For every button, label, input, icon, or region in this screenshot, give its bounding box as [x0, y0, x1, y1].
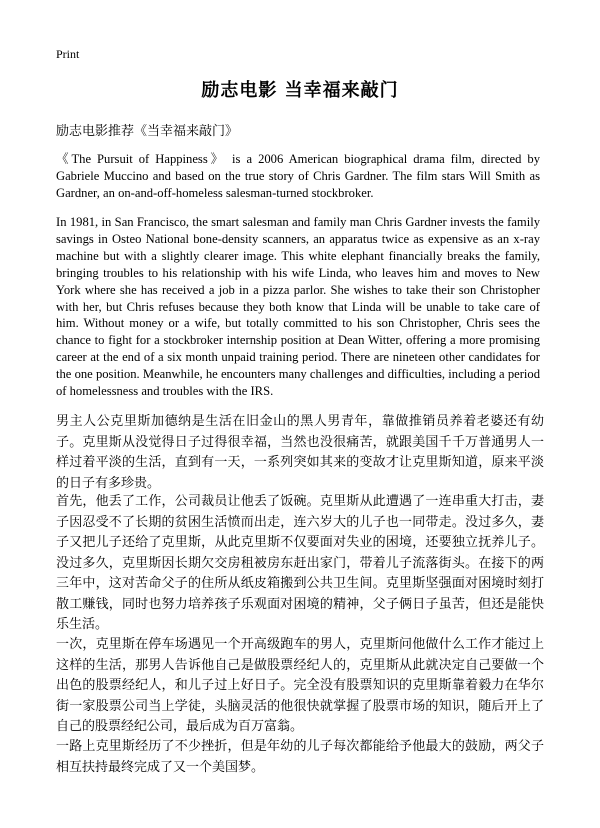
paragraph-zh-4: 一路上克里斯经历了不少挫折，但是年幼的儿子每次都能给予他最大的鼓励，两父子相互扶持最终完成了又一个美国梦。 [56, 739, 544, 775]
paragraph-zh-1: 男主人公克里斯加德纳是生活在旧金山的黑人男青年，靠做推销员养着老婆还有幼子。克里斯从没觉得日子过得很幸福，当然也没很痛苦，就跟美国千千万普通男人一样过着平淡的生活，直到有一天，一系列突如其来的变故才让克里斯知道，原来平淡的日子有多珍贵。 [56, 414, 544, 491]
print-link[interactable]: Print [56, 47, 80, 61]
page-title: 励志电影 当幸福来敲门 [201, 80, 399, 101]
paragraph-plot-en: In 1981, in San Francisco, the smart salesman and family man Chris Gardner invests the family savings in Osteo National bone-density scanners, an apparatus twice as expensive as an x-ray machine but with a slightly clearer image. This white elephant financially breaks the family, bringing troubles to his relationship with his wife Linda, who leaves him and moves to New York where she has received a job in a pizza parlor. She wishes to take their son Christopher with her, but Chris refuses because they both know that Linda will be unable to take care of him. Without money or a wife, but totally committed to his son Christopher, Chris sees the chance to fight for a stockbroker internship position at Dean Witter, offering a more promising career at the end of a six month unpaid training period. There are nineteen other candidates for the one position. Meanwhile, he encounters many challenges and difficulties, including a period of homelessness and troubles with the IRS. [56, 215, 540, 399]
paragraph-zh-3: 一次，克里斯在停车场遇见一个开高级跑车的男人，克里斯问他做什么工作才能过上这样的生活，那男人告诉他自己是做股票经纪人的，克里斯从此就决定自己要做一个出色的股票经纪人，和儿子过上好日子。完全没有股票知识的克里斯靠着毅力在华尔街一家股票公司当上学徒，头脑灵活的他很快就掌握了股票市场的知识，随后开上了自己的股票经纪公司，最后成为百万富翁。 [56, 637, 544, 734]
article-subtitle: 励志电影推荐《当幸福来敲门》 [56, 124, 239, 139]
paragraph-zh-2: 首先，他丢了工作，公司裁员让他丢了饭碗。克里斯从此遭遇了一连串重大打击，妻子因忍受不了长期的贫困生活愤而出走，连六岁大的儿子也一同带走。没过多久，妻子又把儿子还给了克里斯，从此克里斯不仅要面对失业的困境，还要独立抚养儿子。没过多久，克里斯因长期欠交房租被房东赶出家门，带着儿子流落街头。在接下的两三年中，这对苦命父子的住所从纸皮箱搬到公共卫生间。克里斯坚强面对困境时刻打散工赚钱，同时也努力培养孩子乐观面对困境的精神，父子俩日子虽苦，但还是能快乐生活。 [56, 494, 544, 632]
paragraph-intro-en: 《The Pursuit of Happiness》 is a 2006 American biographical drama film, directed by Gabriele Muccino and based on the true story of Chris Gardner. The film stars Will Smith as Gardner, an on-and-off-homeless salesman-turned stockbroker. [56, 152, 540, 200]
